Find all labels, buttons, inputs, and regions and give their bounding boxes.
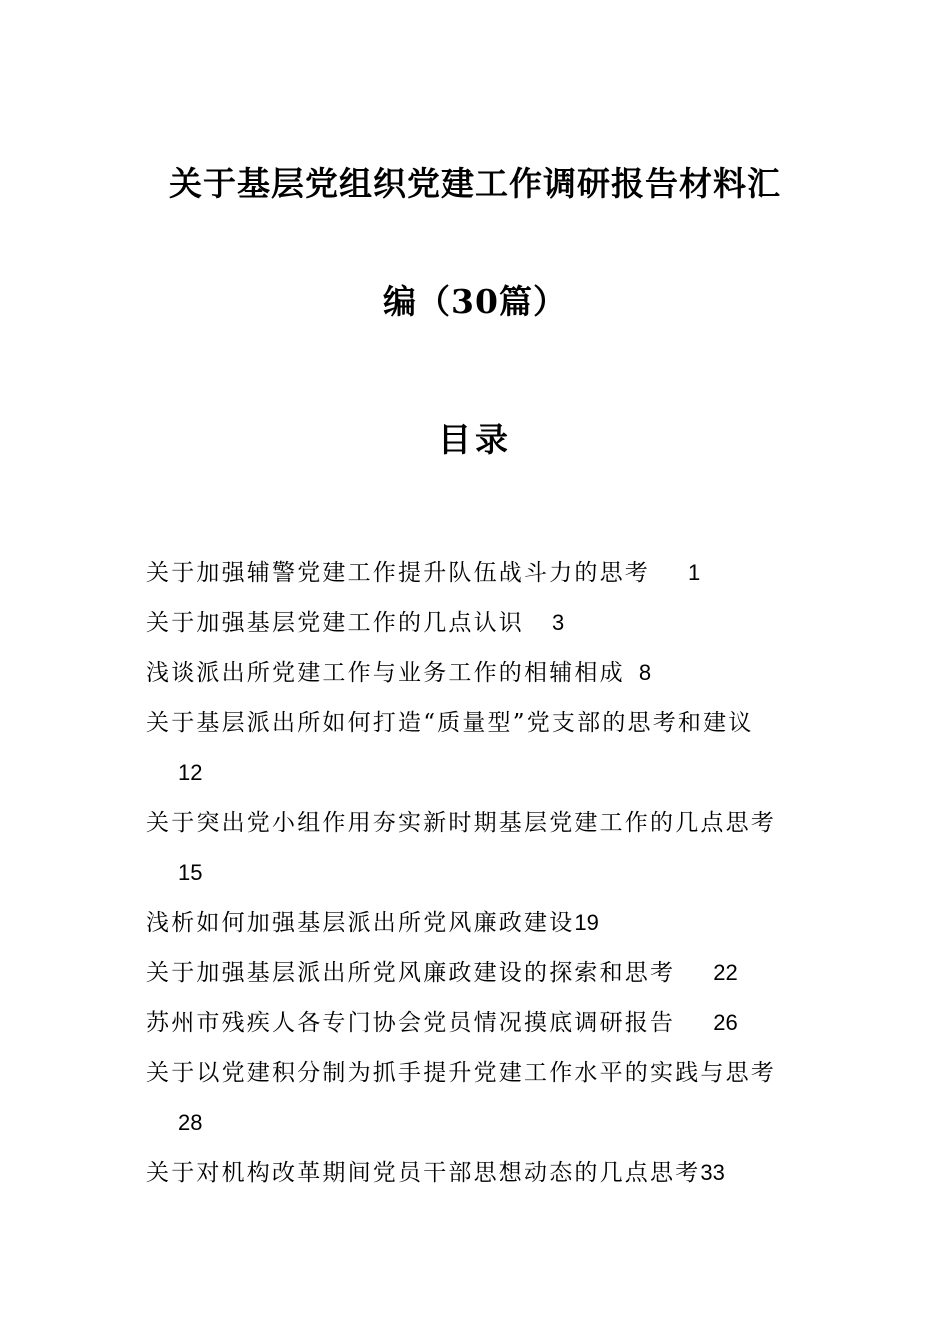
- toc-entry-page: 19: [574, 910, 599, 935]
- toc-heading: 目录: [438, 420, 512, 459]
- toc-entry-title: 关于加强辅警党建工作提升队伍战斗力的思考: [146, 560, 650, 586]
- toc-entry-title: 关于基层派出所如何打造“质量型”党支部的思考和建议: [146, 710, 754, 736]
- toc-entry-title: 浅析如何加强基层派出所党风廉政建设: [146, 910, 575, 936]
- toc-entry-title: 关于对机构改革期间党员干部思想动态的几点思考: [146, 1160, 701, 1186]
- toc-entry-page: 3: [552, 610, 565, 635]
- document-title-line-1: 关于基层党组织党建工作调研报告材料汇: [169, 164, 781, 203]
- toc-entry: [146, 598, 811, 648]
- toc-entry: [146, 1048, 811, 1148]
- table-of-contents: [146, 548, 811, 1198]
- toc-entry-page: 15: [178, 860, 203, 885]
- toc-entry-page: 26: [713, 1010, 738, 1035]
- toc-entry-title: 苏州市残疾人各专门协会党员情况摸底调研报告: [146, 1010, 676, 1036]
- toc-entry-page: 28: [178, 1110, 203, 1135]
- toc-entry-page: 22: [713, 960, 738, 985]
- toc-entry: [146, 948, 811, 998]
- toc-entry-title: 浅谈派出所党建工作与业务工作的相辅相成: [146, 660, 625, 686]
- toc-entry-title: 关于以党建积分制为抓手提升党建工作水平的实践与思考: [146, 1060, 776, 1086]
- toc-entry-page: 8: [638, 660, 652, 685]
- toc-entry: [146, 548, 811, 598]
- toc-entry-page: 1: [688, 560, 701, 585]
- toc-entry-title: 关于突出党小组作用夯实新时期基层党建工作的几点思考: [146, 810, 776, 836]
- toc-entry: [146, 998, 811, 1048]
- toc-entry-title: 关于加强基层派出所党风廉政建设的探索和思考: [146, 960, 676, 986]
- toc-entry: [146, 1148, 811, 1198]
- toc-entry: [146, 698, 811, 798]
- toc-entry-page: 12: [178, 760, 203, 785]
- toc-entry: [146, 648, 811, 698]
- toc-entry: [146, 798, 811, 898]
- toc-entry-title: 关于加强基层党建工作的几点认识: [146, 610, 524, 636]
- toc-entry-page: 33: [700, 1160, 725, 1185]
- toc-entry: [146, 898, 811, 948]
- document-title-line-2: 编（30篇）: [383, 282, 567, 321]
